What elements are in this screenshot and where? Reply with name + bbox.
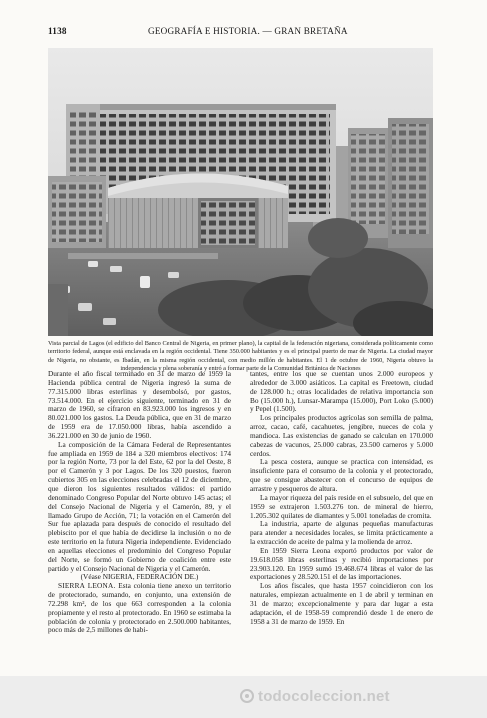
left-column [48, 370, 231, 635]
paragraph-text: Esta colonia tiene anexo un territorio de protectorado, sumando, en conjunto, una extensión de 72.298 km², de los que 663 corresponden a la colonia propiamente y el resto al protectorado. En 1960 se estimaba la población de colonia y protectorado en 2.500.000 habitantes, poco más de 2,5 millones de habi- [48, 581, 231, 635]
watermark-text: todocoleccion.net [258, 688, 390, 705]
paragraph: La composición de la Cámara Federal de Representantes fue ampliada en 1959 de 184 a 320 miembros electivos: 174 por la región Norte, 73 por la del Este, 62 por la del Oeste, 8 por el Camerón y 3 por Lagos. De los 320 puestos, fueron cubiertos 305 en las elecciones celebradas el 12 de diciembre, que dieron los siguientes resultados válidos: el partido denominado Congreso Popular del Norte obtuvo 145 actas; el del Consejo Nacional de Nigeria y el Camerón, 89, y el llamado Grupo de Acción, 71; la votación en el Camerón del Sur fue aplazada para después de conocido el resultado del plebiscito por el que había de decidirse la inclusión o no de este territorio en la futura Nigeria independiente. Evidenciado en aquellas elecciones el predominio del Congreso Popular del Norte, se formó un Gobierno de coalición entre este partido y el Consejo Nacional de Nigeria y el Camerón. [48, 439, 231, 573]
paragraph: Durante el año fiscal terminado en 31 de marzo de 1959 la Hacienda pública central de Nigeria ingresó la suma de 77.315.000 libras esterlinas y desembolsó, por gastos, 73.514.000. En el ejercicio siguiente, terminado en 31 de marzo de 1960, se cifraron en 83.923.000 los ingresos y en 80.021.000 los gastos. La Deuda pública, que en 31 de marzo de 1959 era de 17.050.000 libras, había ascendido a 36.221.000 en 30 de junio de 1960. [48, 369, 231, 440]
paragraph [48, 582, 231, 635]
city-photo-illustration [48, 48, 433, 336]
paragraph: La industria, aparte de algunas pequeñas manufacturas para atender a necesidades locales, se limita prácticamente a la extracción de aceite de palma y la molienda de arroz. [250, 519, 433, 547]
city-photo [48, 48, 433, 336]
watermark [0, 676, 487, 718]
paragraph: La pesca costera, aunque se practica con intensidad, es insuficiente para el consumo de la colonia y el protectorado, que se consigue abastecer con el concurso de equipos de arrastre y pesqueros de altura. [250, 457, 433, 493]
page-number: 1138 [48, 26, 67, 36]
see-also-reference: (Véase NIGERIA, FEDERACIÓN DE.) [80, 572, 199, 582]
paragraph: Los años fiscales, que hasta 1957 coincidieron con los naturales, empiezan actualmente en 1 de abril y terminan en 31 de marzo; excepcionalmente y para dar lugar a esta adaptación, el de 1958-59 comprendió desde 1 de enero de 1958 a 31 de marzo de 1959. En [250, 581, 433, 626]
photo-caption: Vista parcial de Lagos (el edificio del Banco Central de Nigeria, en primer plano), la capital de la federación nigeriana, considerada políticamente como territorio federal, aunque está enclavada en la región occidental. Tiene 350.000 habitantes y es el principal puerto de mar de Nigeria. La ciudad mayor de Nigeria, no obstante, es Ibadán, en la misma región occidental, con medio millón de habitantes. El 1 de octubre de 1960, Nigeria obtuvo la independencia y plena soberanía y entró a formar parte de la Comunidad Británica de Naciones [48, 340, 433, 372]
page-header [48, 26, 433, 40]
running-title: GEOGRAFÍA E HISTORIA. — GRAN BRETAÑA [148, 26, 348, 36]
todocoleccion-logo-icon [240, 689, 254, 703]
paragraph: La mayor riqueza del país reside en el subsuelo, del que en 1959 se extrajeron 1.503.276 ton. de mineral de hierro, 1.205.302 quilates de diamantes y 5.001 toneladas de cromita. [250, 492, 433, 520]
right-column [250, 370, 433, 626]
paragraph: Los principales productos agrícolas son semilla de palma, arroz, cacao, café, cacahuetes, jengibre, nueces de cola y mandioca. Las existencias de ganado se calculan en 170.000 cabezas de vacunos, 25.000 cabras, 23.500 carneros y 5.000 cerdos. [250, 413, 433, 458]
paragraph: tantes, entre los que se cuentan unos 2.000 europeos y alrededor de 3.000 asiáticos. La capital es Freetown, ciudad de 128.000 h.; otras localidades de relativa importancia son Bo (15.000 h.), Lunsar-Marampa (15.000), Port Loko (5.000) y Pepel (1.500). [250, 369, 433, 414]
section-heading: SIERRA LEONA. [58, 581, 116, 591]
paragraph: En 1959 Sierra Leona exportó productos por valor de 19.618.058 libras esterlinas y recibió importaciones por 23.903.120. En 1959 sumó 19.468.674 libras el valor de las exportaciones y 28.520.151 el de las importaciones. [250, 545, 433, 582]
